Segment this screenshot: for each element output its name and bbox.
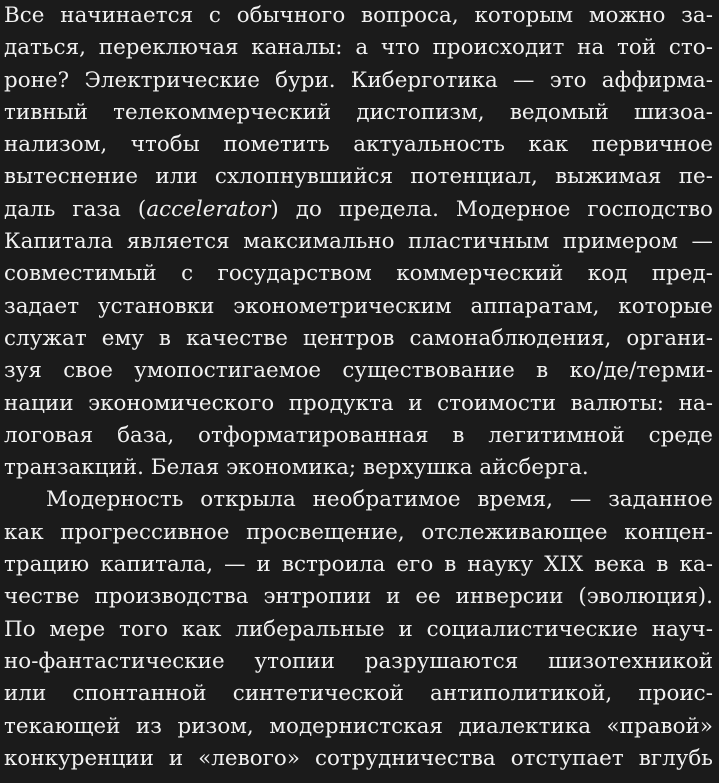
text-line: логовая база, отформатированная в легитимной среде (4, 422, 713, 448)
text-line: нации экономического продукта и стоимости валюты: на- (4, 390, 713, 416)
paragraph-1 (4, 0, 713, 484)
text-line: совместимый с государством коммерческий код пред- (4, 261, 713, 287)
italic-term: accelerator (146, 196, 271, 222)
text-line: роне? Электрические бури. Киберготика — это аффирма- (4, 67, 713, 93)
text-line: зуя свое умопостигаемое существование в ко/де/терми- (4, 358, 713, 384)
text-line: транзакций. Белая экономика; верхушка айсберга. (4, 455, 589, 481)
text-line: даться, переключая каналы: а что происходит на той сто- (4, 35, 713, 61)
paragraph-2 (4, 484, 713, 775)
text-line: конкуренции и «левого» сотрудничества отступает вглубь (4, 745, 713, 771)
text-line: или спонтанной синтетической антиполитикой, проис- (4, 681, 713, 707)
text-line: служат ему в качестве центров самонаблюдения, органи- (4, 325, 713, 351)
text-line: вытеснение или схлопнувшийся потенциал, выжимая пе- (4, 164, 713, 190)
text-line: тивный телекоммерческий дистопизм, ведомый шизоа- (4, 99, 713, 125)
text-segment: ) до предела. Модерное господство (270, 196, 713, 222)
text-line: нализом, чтобы пометить актуальность как первичное (4, 132, 713, 158)
text-line: задает установки эконометрическим аппаратам, которые (4, 293, 713, 319)
text-segment: даль газа ( (4, 196, 147, 222)
text-line: как прогрессивное просвещение, отслеживающее концен- (4, 519, 713, 545)
text-line: Все начинается с обычного вопроса, которым можно за- (4, 3, 713, 28)
text-line-with-italic (4, 194, 713, 226)
text-line: но-фантастические утопии разрушаются шизотехникой (4, 648, 713, 674)
text-line: Капитала является максимально пластичным примером — (4, 229, 713, 255)
text-line: честве производства энтропии и ее инверсии (эволюция). (4, 584, 713, 610)
text-line: Модерность открыла необратимое время, — заданное (46, 487, 713, 513)
text-line: По мере того как либеральные и социалистические науч- (4, 616, 713, 642)
text-line: текающей из ризом, модернистская диалектика «правой» (4, 713, 713, 739)
text-line: трацию капитала, — и встроила его в науку XIX века в ка- (4, 552, 713, 578)
